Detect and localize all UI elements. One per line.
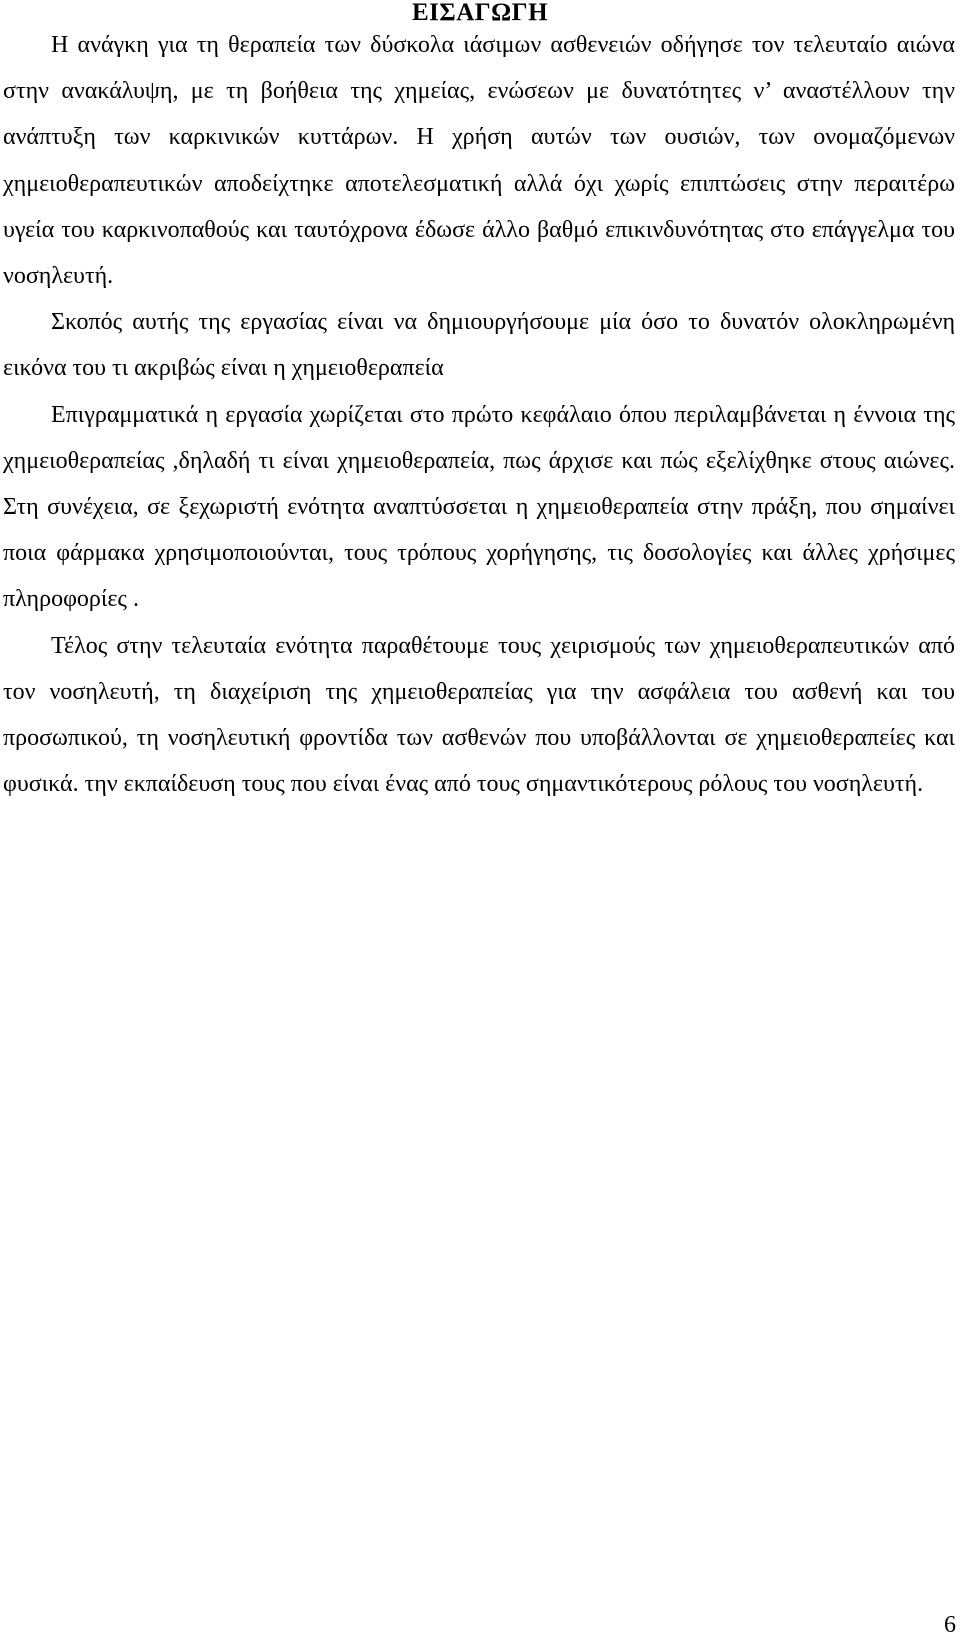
document-body [3, 22, 955, 807]
paragraph-structure: Επιγραμματικά η εργασία χωρίζεται στο πρώτο κεφάλαιο όπου περιλαμβάνεται η έννοια της χημειοθεραπείας ,δηλαδή τι είναι χημειοθεραπεία, πως άρχισε και πώς εξελίχθηκε στους αιώνες. Στη συνέχεια, σε ξεχωριστή ενότητα αναπτύσσεται η χημειοθεραπεία στην πράξη, που σημαίνει ποια φάρμακα χρησιμοποιούνται, τους τρόπους χορήγησης, τις δοσολογίες και άλλες χρήσιμες πληροφορίες . [3, 401, 955, 613]
paragraph-intro: Η ανάγκη για τη θεραπεία των δύσκολα ιάσιμων ασθενειών οδήγησε τον τελευταίο αιώνα στην ανακάλυψη, με τη βοήθεια της χημείας, ενώσεων με δυνατότητες ν’ αναστέλλουν την ανάπτυξη των καρκινικών κυττάρων. Η χρήση αυτών των ουσιών, των ονομαζόμενων χημειοθεραπευτικών αποδείχτηκε αποτελεσματική αλλά όχι χωρίς επιπτώσεις στην περαιτέρω υγεία του καρκινοπαθούς και ταυτόχρονα έδωσε άλλο βαθμό επικινδυνότητας στο επάγγελμα του νοσηλευτή. [3, 32, 955, 290]
section-title: ΕΙΣΑΓΩΓΗ [411, 0, 549, 26]
paragraph-purpose: Σκοπός αυτής της εργασίας είναι να δημιουργήσουμε μία όσο το δυνατόν ολοκληρωμένη εικόνα του τι ακριβώς είναι η χημειοθεραπεία [3, 309, 955, 382]
page-number: 6 [944, 1612, 956, 1638]
paragraph-conclusion: Τέλος στην τελευταία ενότητα παραθέτουμε τους χειρισμούς των χημειοθεραπευτικών από τον νοσηλευτή, τη διαχείριση της χημειοθεραπείας για την ασφάλεια του ασθενή και του προσωπικού, τη νοσηλευτική φροντίδα των ασθενών που υποβάλλονται σε χημειοθεραπείες και φυσικά. την εκπαίδευση τους που είναι ένας από τους σημαντικότερους ρόλους του νοσηλευτή. [3, 632, 955, 798]
